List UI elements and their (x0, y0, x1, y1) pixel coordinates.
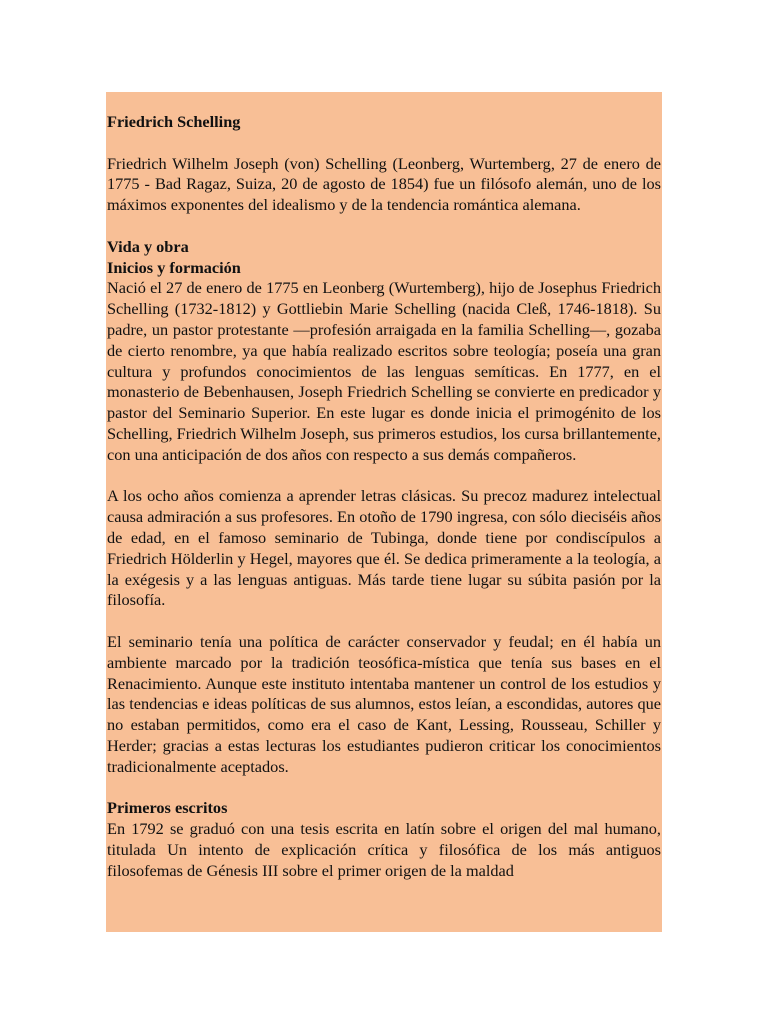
section-heading-life: Vida y obra (107, 236, 189, 256)
subsection-heading-early: Inicios y formación (107, 257, 241, 277)
document-title: Friedrich Schelling (107, 112, 241, 131)
body-paragraph-1: Nació el 27 de enero de 1775 en Leonberg (Wurtemberg), hijo de Josephus Friedrich Schelling (1732-1812) y Gottliebin Marie Schelling (nacida Cleß, 1746-1818). Su padre, un pastor protestante —profesión arraigada en la familia Schelling—, gozaba de cierto renombre, ya que había realizado escritos sobre teología; poseía una gran cultura y profundos conocimientos de las lenguas semíticas. En 1777, en el monasterio de Bebenhausen, Joseph Friedrich Schelling se convierte en predicador y pastor del Seminario Superior. En este lugar es donde inicia el primogénito de los Schelling, Friedrich Wilhelm Joseph, sus primeros estudios, los cursa brillantemente, con una anticipación de dos años con respecto a sus demás compañeros. (107, 278, 661, 464)
body-paragraph-2: A los ocho años comienza a aprender letras clásicas. Su precoz madurez intelectual causa admiración a sus profesores. En otoño de 1790 ingresa, con sólo dieciséis años de edad, en el famoso seminario de Tubinga, donde tiene por condiscípulos a Friedrich Hölderlin y Hegel, mayores que él. Se dedica primeramente a la teología, a la exégesis y a las lenguas antiguas. Más tarde tiene lugar su súbita pasión por la filosofía. (107, 486, 661, 610)
body-paragraph-3: El seminario tenía una política de carácter conservador y feudal; en él había un ambiente marcado por la tradición teosófica-mística que tenía sus bases en el Renacimiento. Aunque este instituto intentaba mantener un control de los estudios y las tendencias e ideas políticas de sus alumnos, estos leían, a escondidas, autores que no estaban permitidos, como era el caso de Kant, Lessing, Rousseau, Schiller y Herder; gracias a estas lecturas los estudiantes pudieron criticar los conocimientos tradicionalmente aceptados. (107, 631, 661, 776)
subsection-heading-writings: Primeros escritos (107, 798, 228, 818)
document-page (106, 92, 662, 932)
body-paragraph-4: En 1792 se graduó con una tesis escrita en latín sobre el origen del mal humano, titulada Un intento de explicación crítica y filosófica de los más antiguos filosofemas de Génesis III sobre el primer origen de la maldad (107, 819, 661, 880)
intro-paragraph: Friedrich Wilhelm Joseph (von) Schelling (Leonberg, Wurtemberg, 27 de enero de 1775 - Bad Ragaz, Suiza, 20 de agosto de 1854) fue un filósofo alemán, uno de los máximos exponentes del idealismo y de la tendencia romántica alemana. (107, 153, 661, 215)
